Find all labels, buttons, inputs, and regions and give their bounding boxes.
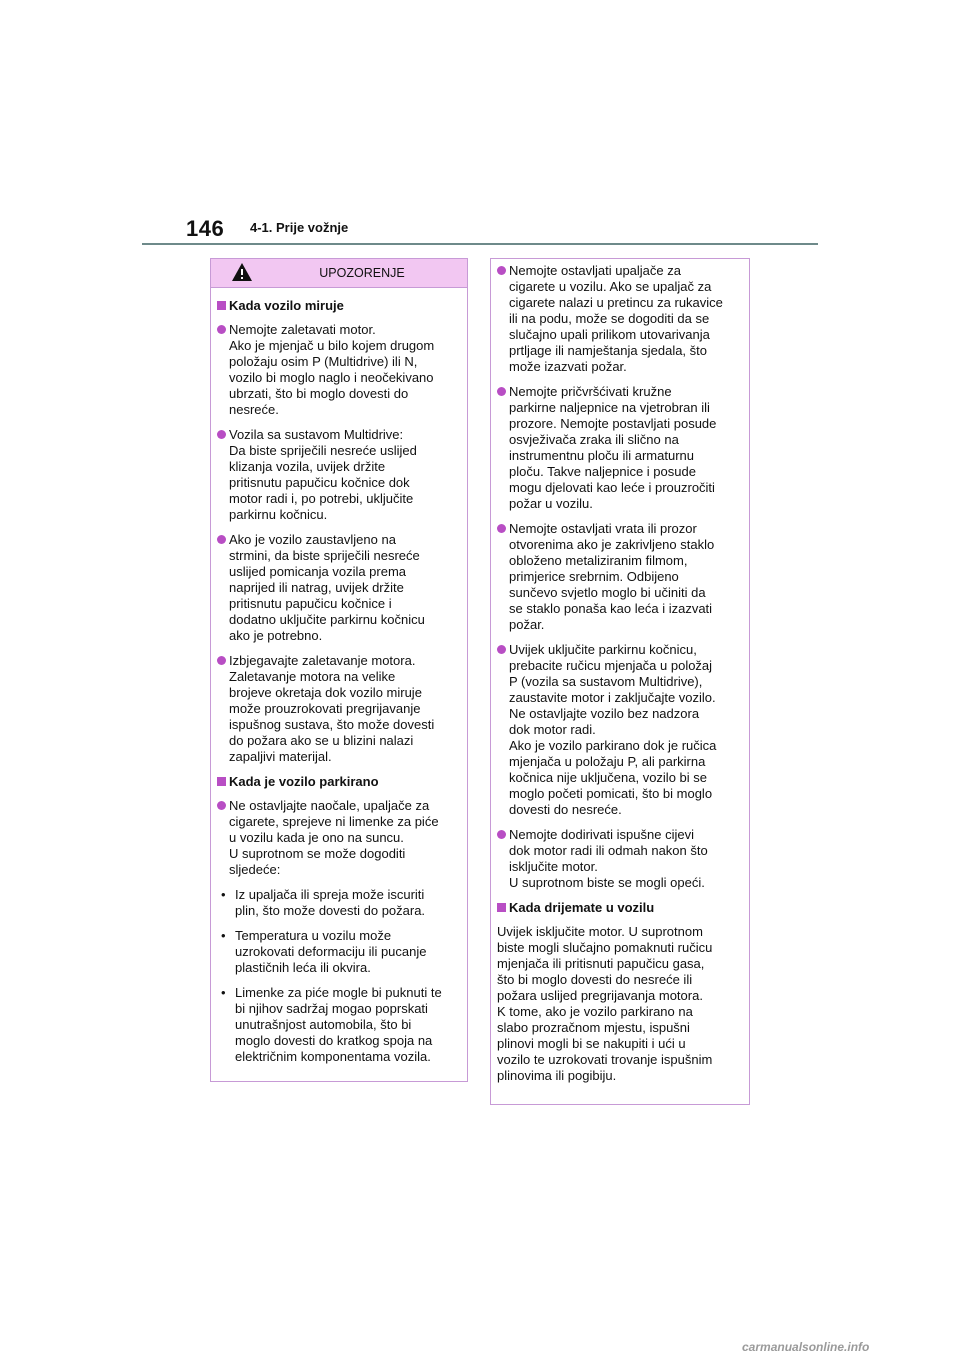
list-item bbox=[217, 427, 460, 523]
list-item bbox=[217, 653, 460, 765]
list-item-text: Nemojte dodirivati ispušne cijevi dok motor radi ili odmah nakon što isključite motor. U suprotnom biste se mogli opeći. bbox=[509, 827, 708, 890]
warning-box-continued bbox=[490, 258, 750, 1105]
list-item-text: Ne ostavljajte naočale, upaljače za cigarete, sprejeve ni limenke za piće u vozilu kada je ono na suncu. U suprotnom se može dogoditi sljedeće: bbox=[229, 798, 439, 877]
subheading-stationary bbox=[217, 298, 460, 314]
list-item bbox=[497, 263, 742, 375]
subheading-napping bbox=[497, 900, 742, 916]
list-item bbox=[217, 532, 460, 644]
list-item bbox=[217, 322, 460, 418]
round-bullet-icon bbox=[217, 325, 226, 334]
subheading-text: Kada vozilo miruje bbox=[229, 298, 344, 313]
round-bullet-icon bbox=[217, 801, 226, 810]
round-bullet-icon bbox=[497, 266, 506, 275]
watermark: carmanualsonline.info bbox=[742, 1340, 870, 1354]
list-item-text: Ako je vozilo zaustavljeno na strmini, da biste spriječili nesreće uslijed pomicanja vozila prema naprijed ili natrag, uvijek držite pritisnutu papučicu kočnice i dodatno uključite parkirnu kočnicu ako je potrebno. bbox=[229, 532, 425, 643]
sub-list-item bbox=[217, 887, 460, 919]
list-item-text: Nemojte ostavljati vrata ili prozor otvorenima ako je zakrivljeno staklo obloženo metaliziranim filmom, primjerice srebrnim. Odbijeno sunčevo svjetlo moglo bi učiniti da se staklo ponaša kao leća i izazvati požar. bbox=[509, 521, 715, 632]
dot-bullet-icon: • bbox=[221, 985, 226, 1000]
list-item-text: Uvijek uključite parkirnu kočnicu, prebacite ručicu mjenjača u položaj P (vozila sa sustavom Multidrive), zaustavite motor i zaključajte vozilo. Ne ostavljajte vozilo bez nadzora dok motor radi. Ako je vozilo parkirano dok je ručica mjenjača u položaju P, ali parkirna kočnica nije uključena, vozilo bi se moglo početi pomicati, što bi moglo dovesti do nesreće. bbox=[509, 642, 717, 817]
sub-list-item bbox=[217, 985, 460, 1065]
list-item bbox=[497, 521, 742, 633]
round-bullet-icon bbox=[217, 430, 226, 439]
page-number: 146 bbox=[186, 216, 225, 241]
square-bullet-icon bbox=[497, 903, 506, 912]
sub-list-item-text: Temperatura u vozilu može uzrokovati deformaciju ili pucanje plastičnih leća ili okvira. bbox=[235, 928, 427, 975]
list-item-text: Nemojte zaletavati motor. Ako je mjenjač u bilo kojem drugom položaju osim P (Multidrive) ili N, vozilo bi moglo naglo i neočekivano ubrzati, što bi moglo dovesti do nesreće. bbox=[229, 322, 435, 417]
paragraph bbox=[497, 924, 742, 1084]
list-item bbox=[217, 798, 460, 878]
round-bullet-icon bbox=[497, 524, 506, 533]
round-bullet-icon bbox=[217, 535, 226, 544]
square-bullet-icon bbox=[217, 777, 226, 786]
round-bullet-icon bbox=[217, 656, 226, 665]
list-item bbox=[497, 384, 742, 512]
list-item bbox=[497, 642, 742, 818]
round-bullet-icon bbox=[497, 387, 506, 396]
list-item-text: Izbjegavajte zaletavanje motora. Zaletavanje motora na velike brojeve okretaja dok vozilo miruje može prouzrokovati pregrijavanje ispušnog sustava, što može dovesti do požara ako se u blizini nalazi zapaljivi materijal. bbox=[229, 653, 435, 764]
square-bullet-icon bbox=[217, 301, 226, 310]
section-title: 4-1. Prije vožnje bbox=[250, 220, 349, 235]
subheading-text: Kada drijemate u vozilu bbox=[509, 900, 655, 915]
round-bullet-icon bbox=[497, 645, 506, 654]
dot-bullet-icon: • bbox=[221, 887, 226, 902]
list-item-text: Nemojte pričvršćivati kružne parkirne naljepnice na vjetrobran ili prozore. Nemojte postavljati posude osvježivača zraka ili slično na instrumentnu ploču ili armaturnu ploču. Takve naljepnice i posude mogu djelovati kao leće i prouzročiti požar u vozilu. bbox=[509, 384, 717, 511]
warning-title: UPOZORENJE bbox=[319, 266, 405, 280]
list-item-text: Vozila sa sustavom Multidrive: Da biste spriječili nesreće uslijed klizanja vozila, uvijek držite pritisnutu papučicu kočnice dok motor radi i, po potrebi, uključite parkirnu kočnicu. bbox=[229, 427, 417, 522]
sub-list-item-text: Iz upaljača ili spreja može iscuriti plin, što može dovesti do požara. bbox=[235, 887, 426, 918]
sub-list-item-text: Limenke za piće mogle bi puknuti te bi njihov sadržaj mogao poprskati unutrašnjost automobila, što bi moglo dovesti do kratkog spoja na električnim komponentama vozila. bbox=[235, 985, 442, 1064]
warning-header bbox=[211, 259, 467, 288]
subheading-parked bbox=[217, 774, 460, 790]
paragraph-text: Uvijek isključite motor. U suprotnom biste mogli slučajno pomaknuti ručicu mjenjača ili pritisnuti papučicu gasa, što bi moglo dovesti do nesreće ili požara uslijed pregrijavanja motora. K tome, ako je vozilo parkirano na slabo prozračnom mjestu, ispušni plinovi mogli bi se nakupiti i ući u vozilo te uzrokovati trovanje ispušnim plinovima ili pogibiju. bbox=[497, 924, 713, 1083]
dot-bullet-icon: • bbox=[221, 928, 226, 943]
warning-box bbox=[210, 258, 468, 1082]
header-rule bbox=[142, 243, 818, 245]
round-bullet-icon bbox=[497, 830, 506, 839]
sub-list-item bbox=[217, 928, 460, 976]
subheading-text: Kada je vozilo parkirano bbox=[229, 774, 379, 789]
warning-triangle-icon bbox=[231, 262, 253, 282]
list-item-text: Nemojte ostavljati upaljače za cigarete u vozilu. Ako se upaljač za cigarete nalazi u pretincu za rukavice ili na podu, može se dogoditi da se slučajno upali prilikom utovarivanja prtljage ili namještanja sjedala, što može izazvati požar. bbox=[509, 263, 723, 374]
list-item bbox=[497, 827, 742, 891]
